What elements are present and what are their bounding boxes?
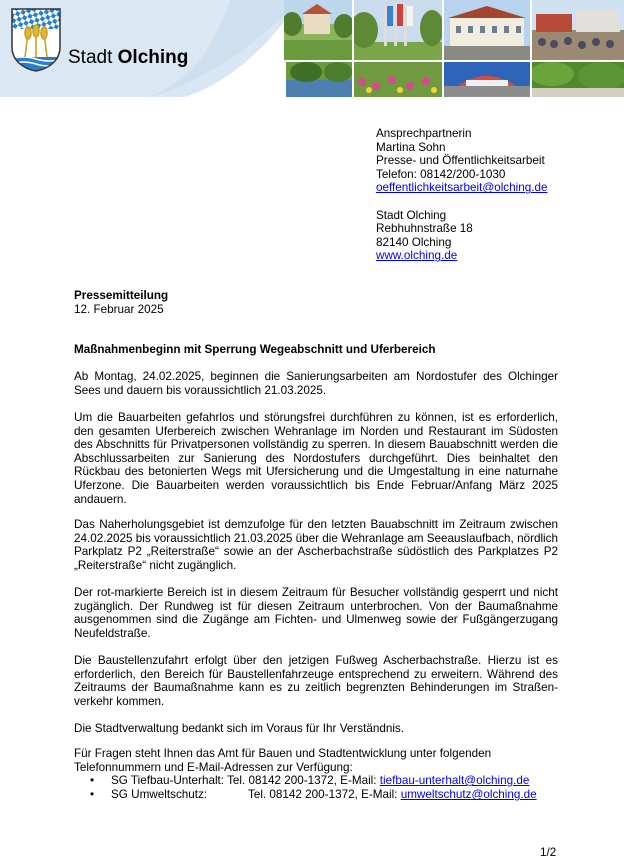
closing-line-2: Telefonnummern und E-Mail-Adressen zur Verfügung: [74,760,353,774]
brand-light: Stadt [68,47,118,68]
brand-bold: Olching [117,47,189,68]
contact-list [90,774,537,802]
photo-village [284,0,352,60]
paragraph-6: Die Stadtverwaltung bedankt sich im Voraus für Ihr Verständnis. [74,722,405,735]
olching-crest-icon [10,7,62,73]
contact-department: Presse- und Öffentlichkeitsarbeit [376,154,545,168]
paragraph-2: Um die Bauarbeiten gefahrlos und störungsfrei durchführen zu können, ist es erforderlich, den gesamten Uferbereich zwischen Wehranlage im Norden und Restaurant im Südosten des Abschnitts für Privatpersonen vollständig zu sperren. In diesem Bauabschnitt werden die Abschlussarbeiten zur Sanierung des Nordostufers durchgeführt. Dies beinhaltet den Rückbau des betonierten Wegs mit Ufersicherung und die Umgestaltung in eine naturnahe Uferzone. Die Bauarbeiten werden voraussichtlich bis Ende Februar/Anfang März 2025 andauern. [74,411,558,506]
contact-block [376,127,547,263]
bullet-text: Tel. 08142 200-1372, E-Mail: [224,774,380,787]
paragraph-5: Die Baustellenzufahrt erfolgt über den jetzigen Fußweg Ascherbachstraße. Hierzu ist es erforderlich, den Bereich für Baustellenfahrzeuge entsprechend zu erweitern. Während des Zeitraums der Baumaßnahme kann es zu zeitlich begrenzten Behinderungen im Straßen-verkehr kommen. [74,654,558,708]
contact-city: 82140 Olching [376,235,452,249]
list-item [90,788,537,802]
contact-role: Ansprechpartnerin [376,127,472,140]
press-label: Pressemitteilung [74,289,169,302]
closing-block [74,747,491,774]
paragraph-1: Ab Montag, 24.02.2025, beginnen die Sanierungsarbeiten am Nordostufer des Olchinger Sees und dauern bis voraussichtlich 21.03.2025. [74,370,558,397]
page-number: 1/2 [540,846,557,859]
photo-lake-park [286,62,352,97]
contact-name: Martina Sohn [376,140,446,154]
photo-greenery [532,62,624,97]
press-date: 12. Februar 2025 [74,302,164,316]
bullet-text: Tel. 08142 200-1372, E-Mail: [248,788,401,802]
press-block [74,289,168,316]
photo-pavilion [444,62,530,97]
headline: Maßnahmenbeginn mit Sperrung Wegeabschnitt und Uferbereich [74,343,436,356]
contact-org: Stadt Olching [376,208,447,222]
umwelt-email-link[interactable]: umweltschutz@olching.de [400,788,537,802]
photo-manor [444,0,530,60]
photo-flags [354,0,442,60]
list-item [90,774,537,788]
closing-line-1: Für Fragen steht Ihnen das Amt für Bauen und Stadtentwicklung unter folgenden [74,747,492,760]
paragraph-3: Das Naherholungsgebiet ist demzufolge für den letzten Bauabschnitt im Zeitraum zwischen 24.02.2025 bis voraussichtlich 21.03.2025 über die Wehranlage am Seeauslaufbach, nördlich Parkplatz P2 „Reiterstraße“ sowie an der Ascherbachstraße südöstlich des Parkplatzes P2 „Reiterstraße“ nicht zugänglich. [74,518,558,572]
photo-flowers [354,62,442,97]
brand-wordmark [68,47,188,69]
letterhead [0,0,624,97]
website-link[interactable]: www.olching.de [376,249,458,263]
tiefbau-email-link[interactable]: tiefbau-unterhalt@olching.de [379,774,530,787]
paragraph-4: Der rot-markierte Bereich ist in diesem Zeitraum für Besucher vollständig gesperrt und nicht zugänglich. Der Rundweg ist für diesen Zeitraum unterbrochen. Von der Baumaßnahme ausgenommen sind die Zugänge am Fichten- und Ulmenweg sowie der Fußgängerzugang Neufeldstraße. [74,586,558,640]
contact-street: Rebhuhnstraße 18 [376,222,473,236]
contact-email-link[interactable]: oeffentlichkeitsarbeit@olching.de [376,181,548,195]
bullet-label: SG Umweltschutz: [111,788,208,802]
photo-market [532,0,624,60]
contact-phone: Telefon: 08142/200-1030 [376,167,506,181]
bullet-label: SG Tiefbau-Unterhalt: [111,774,225,787]
